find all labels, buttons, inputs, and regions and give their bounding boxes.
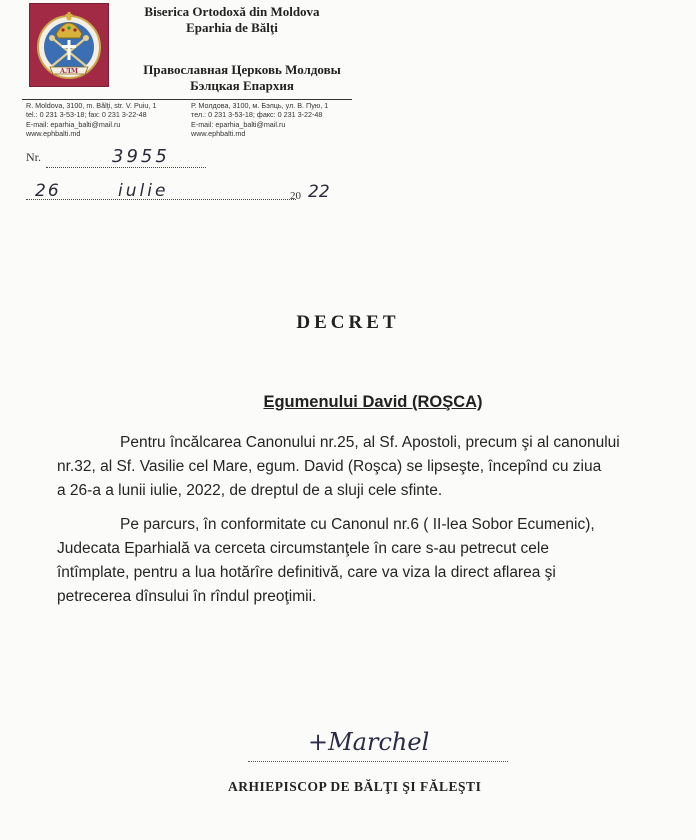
- signatory-title: ARHIEPISCOP DE BĂLŢI ŞI FĂLEŞTI: [228, 779, 482, 794]
- website-ru: www.ephbalti.md: [191, 129, 246, 139]
- paragraph-line: petrecerea dînsului în rîndul preoţimii.: [57, 588, 317, 605]
- date-month: iulie: [118, 181, 169, 201]
- paragraph-line: Pe parcurs, în conformitate cu Canonul nr.6 ( II-lea Sobor Ecumenic),: [120, 516, 595, 533]
- registration-underline: [46, 167, 206, 168]
- registration-label: Nr.: [26, 150, 41, 164]
- letterhead-russian: [122, 62, 362, 94]
- coat-of-arms-icon: [30, 4, 108, 86]
- document-title: DECRET: [296, 312, 400, 333]
- addressee: Egumenului David (ROŞCA): [263, 393, 483, 411]
- email-ro: E-mail: eparhia_balti@mail.ru: [26, 119, 121, 129]
- paragraph-line: Pentru încălcarea Canonului nr.25, al Sf. Apostoli, precum şi al canonului: [120, 434, 620, 451]
- contact-block-ru: [191, 101, 361, 139]
- registration-number: 3955: [112, 146, 170, 167]
- paragraph-1: [57, 431, 647, 503]
- letterhead-romanian: [132, 4, 332, 36]
- address-ru: Р. Молдова, 3100, м. Бэлць, ул. В. Пую, 1: [191, 101, 329, 110]
- phone-ru: тел.: 0 231 3-53-18; факс: 0 231 3-22-48: [191, 110, 323, 120]
- paragraph-line: Judecata Eparhială va cerceta circumstanţele în care s-au petrecut cele: [57, 540, 549, 557]
- date-year-prefix: 20: [290, 190, 301, 202]
- address-ro: R. Moldova, 3100, m. Bălţi, str. V. Puiu, 1: [26, 101, 157, 110]
- website-ro: www.ephbalti.md: [26, 129, 81, 139]
- paragraph-2: [57, 513, 647, 609]
- eparchy-name-ro: Eparhia de Bălţi: [186, 20, 278, 35]
- paragraph-line: a 26-a a lunii iulie, 2022, de dreptul de a sluji cele sfinte.: [57, 482, 443, 499]
- paragraph-line: întîmplate, pentru a lua hotărîre definitivă, care va viza la direct aflarea şi: [57, 564, 556, 581]
- church-name-ru: Православная Церковь Молдовы: [143, 62, 341, 77]
- signature-line: [248, 761, 508, 762]
- eparchy-coat-of-arms: [29, 3, 109, 87]
- contact-block-ro: [26, 101, 196, 139]
- email-ru: E-mail: eparhia_balti@mail.ru: [191, 119, 286, 129]
- phone-ro: tel.: 0 231 3-53-18; fax: 0 231 3-22-48: [26, 110, 147, 120]
- letterhead-divider: [22, 99, 352, 100]
- church-name-ro: Biserica Ortodoxă din Moldova: [144, 4, 320, 19]
- handwritten-signature: +Marchel: [308, 728, 430, 756]
- date-day: 26: [35, 181, 61, 201]
- svg-text:АЛМ: АЛМ: [59, 67, 79, 75]
- eparchy-name-ru: Бэлцкая Епархия: [190, 78, 294, 93]
- paragraph-line: nr.32, al Sf. Vasilie cel Mare, egum. David (Roşca) se lipseşte, începînd cu ziua: [57, 458, 602, 475]
- date-year-suffix: 22: [308, 182, 330, 202]
